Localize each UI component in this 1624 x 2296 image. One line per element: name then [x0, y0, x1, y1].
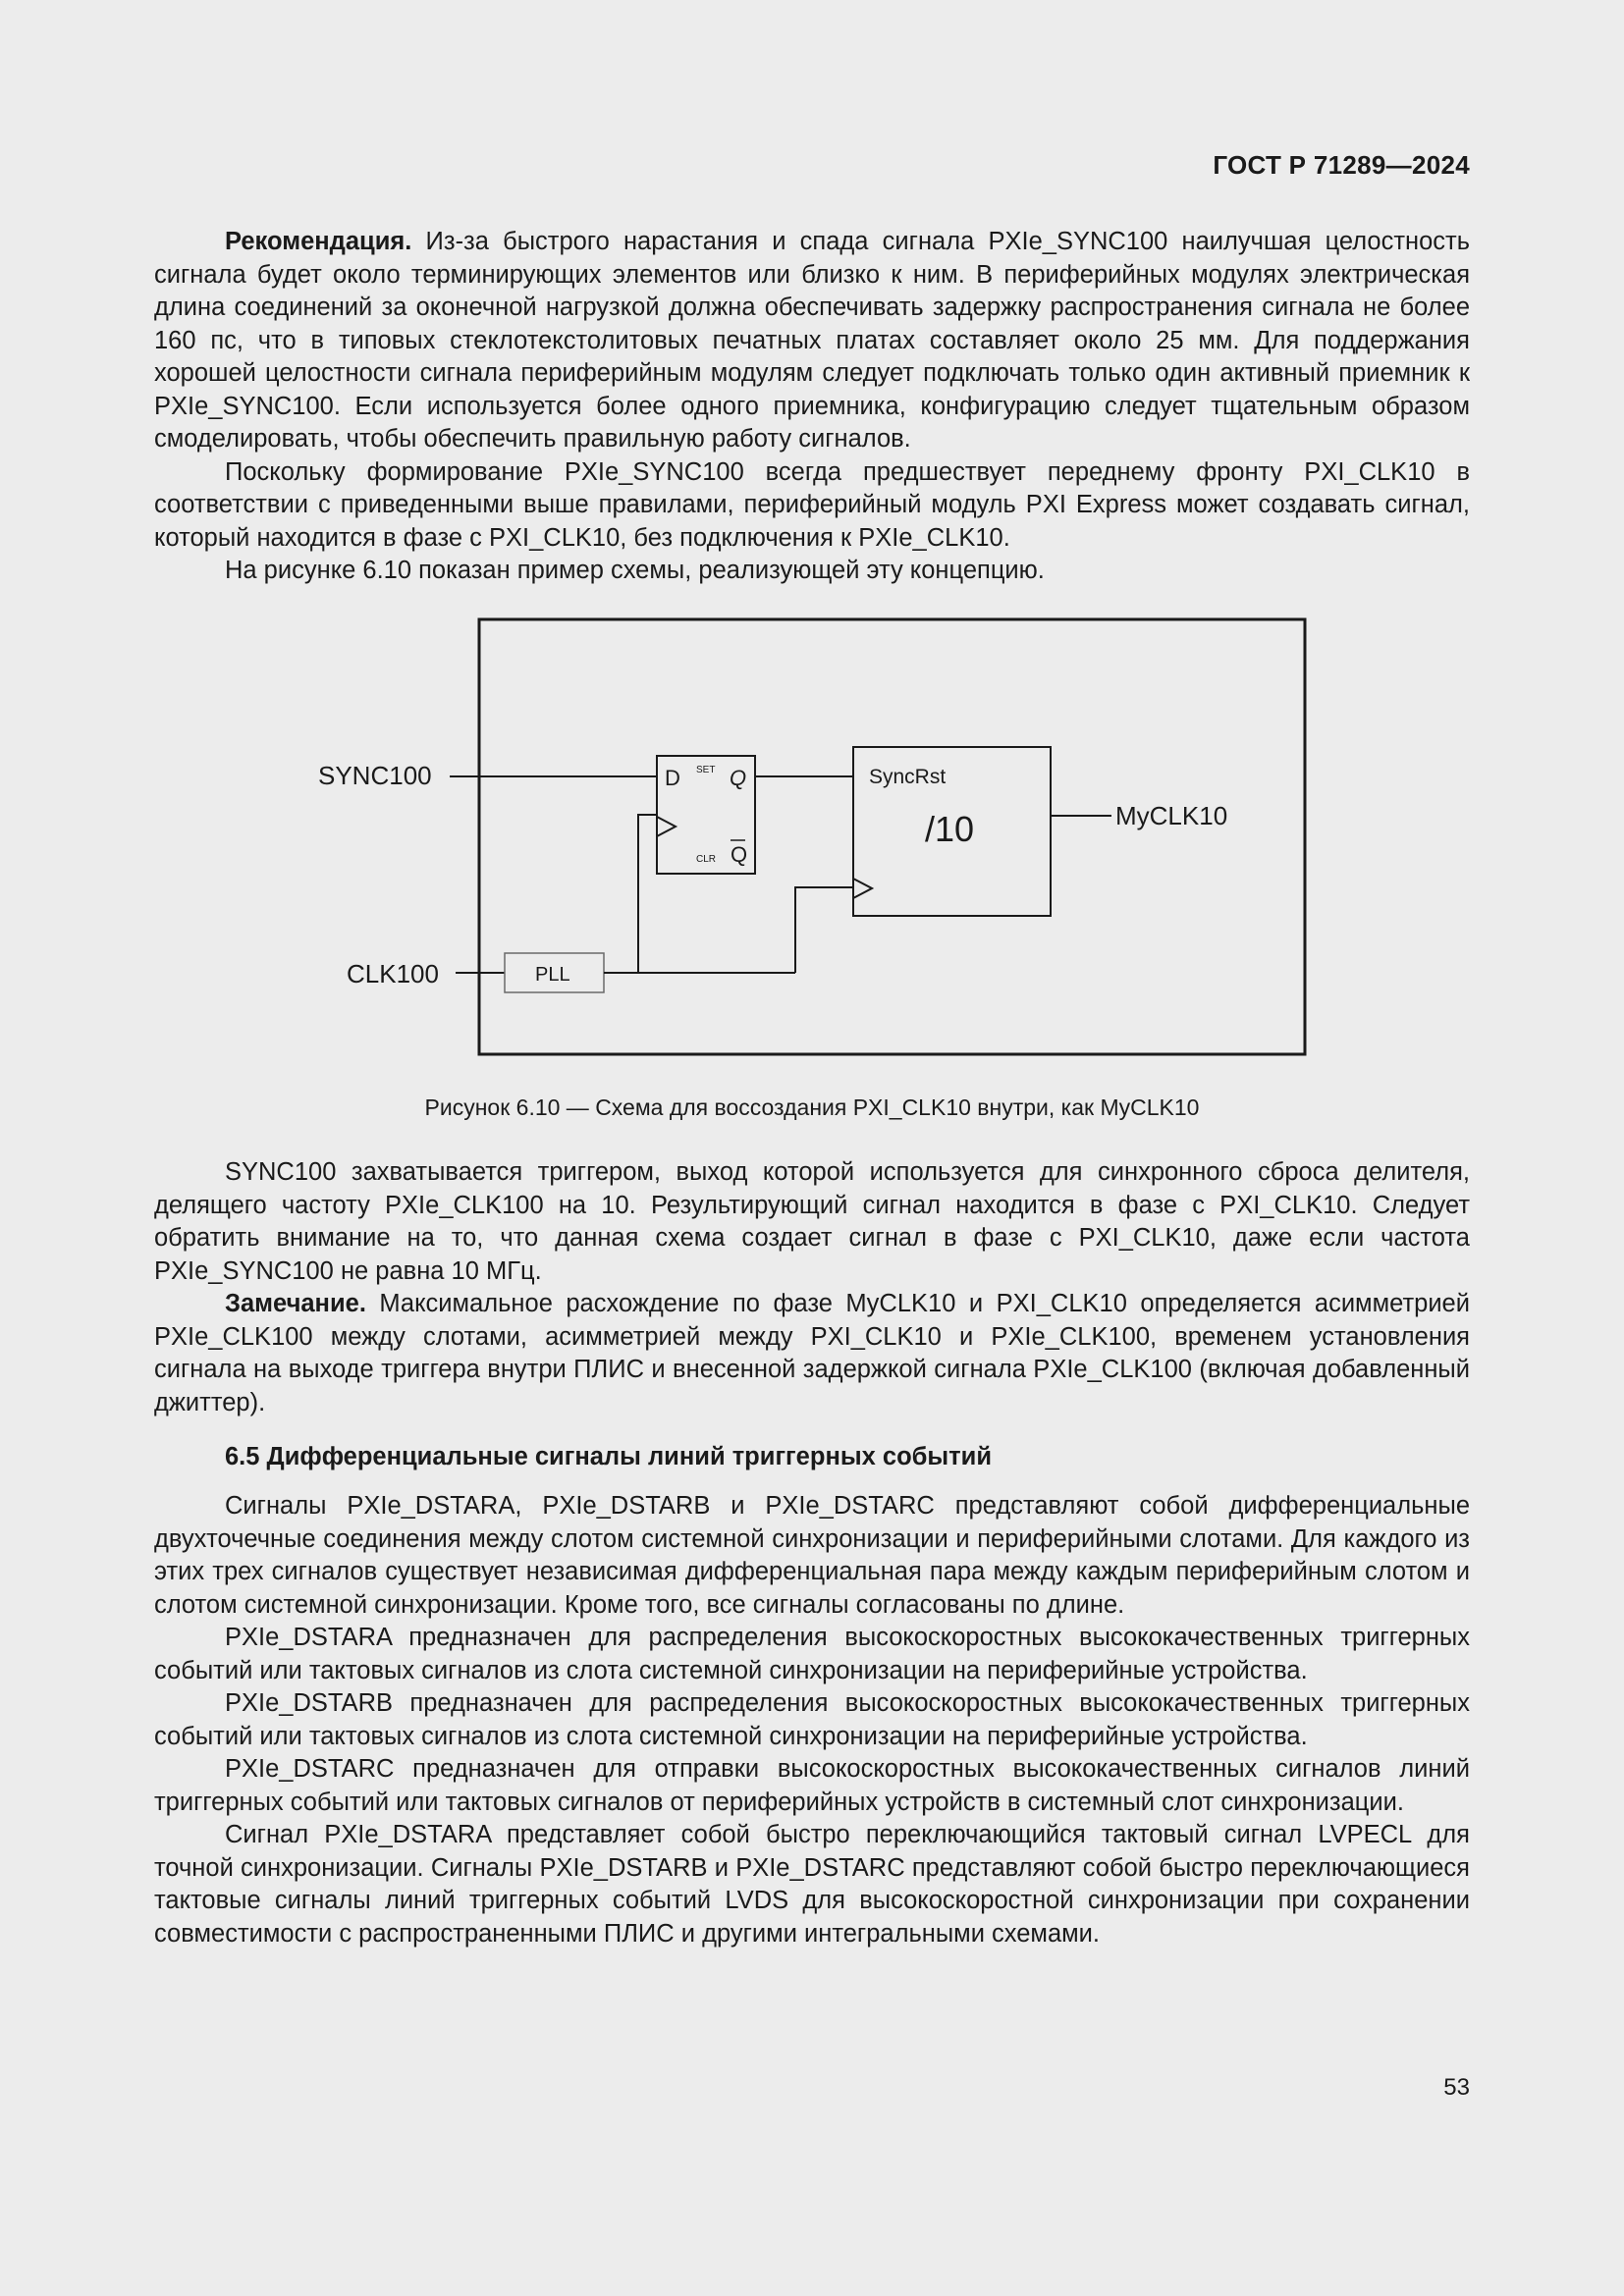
divider-ratio-label: /10 [925, 809, 975, 849]
pll-label: PLL [535, 964, 570, 986]
ff-clock-marker [657, 817, 676, 836]
paragraph-body: PXIe_DSTARB предназначен для распределения высокоскоростных высококачественных триггерных событий или тактовых сигналов из слота системной синхронизации на периферийные устройства. [154, 1689, 1470, 1750]
paragraph [154, 1753, 1470, 1819]
paragraph-body: SYNC100 захватывается триггером, выход которой используется для синхронного сброса делителя, делящего частоту PXIe_CLK100 на 10. Результирующий сигнал находится в фазе с PXI_CLK10. Следует обратить внимание на то, что данная схема создает сигнал в фазе с PXI_CLK10, даже если частота PXIe_SYNC100 не равна 10 МГц. [154, 1158, 1470, 1285]
intro-text [154, 226, 1470, 588]
ff-qbar-label: Q [731, 842, 748, 867]
myclk10-label: MyCLK10 [1115, 801, 1228, 830]
clk100-label: CLK100 [347, 959, 439, 988]
paragraph [154, 555, 1470, 588]
explanation-text [154, 1156, 1470, 1419]
paragraph-body: Сигнал PXIe_DSTARA представляет собой быстро переключающийся тактовый сигнал LVPECL для точной синхронизации. Сигналы PXIe_DSTARB и PXIe_DSTARC представляют собой быстро переключающиеся тактовые сигналы линий триггерных событий LVDS для высокоскоростной синхронизации при сохранении совместимости с распространенными ПЛИС и другими интегральными схемами. [154, 1821, 1470, 1948]
page-number: 53 [1443, 2074, 1470, 2101]
paragraph-recommendation [154, 226, 1470, 456]
document-header: ГОСТ Р 71289—2024 [1213, 150, 1470, 180]
divider-syncrst-label: SyncRst [869, 766, 947, 788]
paragraph-body: PXIe_DSTARA предназначен для распределения высокоскоростных высококачественных триггерных событий или тактовых сигналов из слота системной синхронизации на периферийные устройства. [154, 1624, 1470, 1684]
paragraph [154, 1819, 1470, 1950]
ff-set-label: SET [696, 765, 716, 775]
circuit-svg [304, 614, 1326, 1065]
paragraph-body: На рисунке 6.10 показан пример схемы, реализующей эту концепцию. [225, 557, 1045, 584]
paragraph [154, 1687, 1470, 1753]
divider-clock-wire [795, 887, 853, 973]
ff-q-label: Q [730, 766, 747, 790]
paragraph-lead: Рекомендация. [225, 228, 412, 255]
diagram-frame [479, 619, 1305, 1054]
section-text [154, 1490, 1470, 1950]
paragraph-note [154, 1288, 1470, 1419]
paragraph [154, 1156, 1470, 1288]
divider-clock-marker [853, 879, 872, 898]
paragraph-lead: Замечание. [225, 1290, 366, 1317]
ff-clock-wire [638, 815, 657, 973]
sync100-label: SYNC100 [318, 761, 432, 790]
circuit-diagram [304, 614, 1326, 1065]
paragraph [154, 1490, 1470, 1622]
ff-d-label: D [665, 766, 680, 790]
paragraph-body: Поскольку формирование PXIe_SYNC100 всегда предшествует переднему фронту PXI_CLK10 в соответствии с приведенными выше правилами, периферийный модуль PXI Express может создавать сигнал, который находится в фазе с PXI_CLK10, без подключения к PXIe_CLK10. [154, 457, 1470, 552]
paragraph-body: PXIe_DSTARC предназначен для отправки высокоскоростных высококачественных сигналов линий триггерных событий или тактовых сигналов от периферийных устройств в системный слот синхронизации. [154, 1755, 1470, 1816]
paragraph [154, 456, 1470, 556]
paragraph-body: Из-за быстрого нарастания и спада сигнала PXIe_SYNC100 наилучшая целостность сигнала будет около терминирующих элементов или близко к ним. В периферийных модулях электрическая длина соединений за оконечной нагрузкой должна обеспечивать задержку распространения сигнала не более 160 пс, что в типовых стеклотекстолитовых печатных платах составляет около 25 мм. Для поддержания хорошей целостности сигнала периферийным модулям следует подключать только один активный приемник к PXIe_SYNC100. Если используется более одного приемника, конфигурацию следует тщательным образом смоделировать, чтобы обеспечить правильную работу сигналов. [154, 228, 1470, 453]
paragraph-body: Сигналы PXIe_DSTARA, PXIe_DSTARB и PXIe_DSTARC представляют собой дифференциальные двухточечные соединения между слотом системной синхронизации и периферийными слотами. Для каждого из этих трех сигналов существует независимая дифференциальная пара между каждым периферийным слотом и слотом системной синхронизации. Кроме того, все сигналы согласованы по длине. [154, 1492, 1470, 1619]
paragraph [154, 1622, 1470, 1687]
figure-caption: Рисунок 6.10 — Схема для воссоздания PXI_CLK10 внутри, как MyCLK10 [424, 1095, 1200, 1120]
section-heading: 6.5 Дифференциальные сигналы линий триггерных событий [225, 1443, 993, 1470]
paragraph-body: Максимальное расхождение по фазе MyCLK10 и PXI_CLK10 определяется асимметрией PXIe_CLK100 между слотами, асимметрией между PXI_CLK10 и PXIe_CLK100, временем установления сигнала на выходе триггера внутри ПЛИС и внесенной задержкой сигнала PXIe_CLK100 (включая добавленный джиттер). [154, 1290, 1470, 1416]
ff-clr-label: CLR [696, 854, 717, 865]
